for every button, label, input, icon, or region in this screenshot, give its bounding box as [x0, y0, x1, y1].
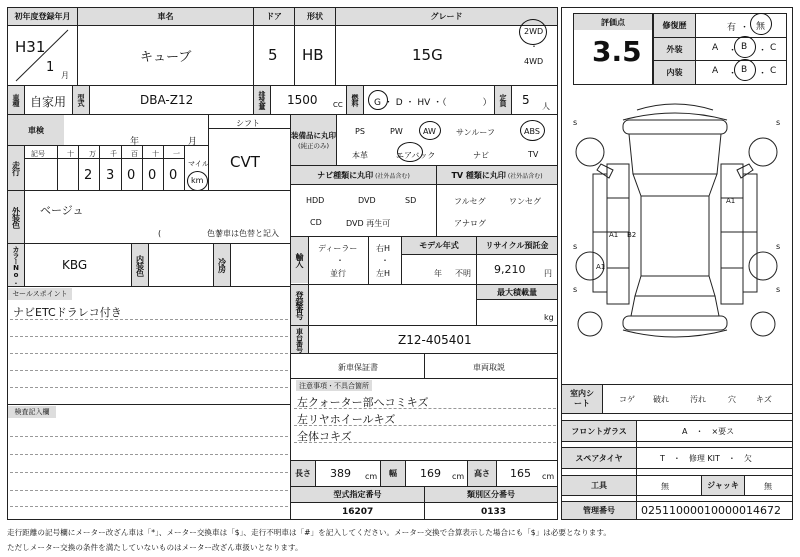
equipment-label — [291, 115, 336, 165]
diagram-s-6: s — [776, 285, 781, 294]
diagram-mark-a1-right: A1 — [726, 197, 736, 205]
ext-grade-dot1: ・ — [728, 46, 738, 56]
footer-note-1: 走行距離の記号欄にメーター改ざん車は「*」、メーター交換車は「$」、走行不明車は「#」を記入してください。メーター交換で合算表示した場合にも「$」は必要となります。 — [7, 528, 611, 537]
first-reg-label: 初年度登録年月 — [8, 8, 77, 25]
tool-label: 工具 — [562, 476, 636, 495]
mileage-col-1: 一 — [173, 150, 180, 158]
usage-label: 車種 — [8, 86, 24, 114]
exterior-color-note: 色替車は色替と記入 — [207, 229, 279, 238]
capacity-value: 5 — [522, 93, 530, 107]
notes-line-1: 左クォーター部へコミキズ — [297, 396, 429, 409]
inspector-label: 検査記入欄 — [8, 406, 56, 418]
max-load-unit: kg — [544, 313, 554, 322]
max-load-label: 最大積載量 — [477, 285, 557, 299]
equipment-label-sub: (純正のみ) — [297, 142, 330, 150]
first-reg-year: H31 — [15, 38, 46, 56]
notes-label: 注意事項・不具合箇所 — [296, 380, 372, 391]
mileage-col-symbol: 記号 — [31, 150, 45, 158]
mileage-label: 走行 — [8, 146, 24, 190]
footer-note-2: ただしメーター交換の条件を満たしていないものはメーター改ざん車扱いとなります。 — [7, 543, 303, 552]
car-damage-diagram — [563, 92, 791, 384]
diagram-s-4: s — [776, 242, 781, 251]
model-year-unknown: 不明 — [455, 269, 471, 278]
import-dealer: ディーラー — [318, 244, 358, 253]
length-label: 長さ — [291, 461, 315, 486]
color-no-value: KBG — [62, 258, 88, 272]
interior-label: 内装 — [654, 61, 695, 84]
import-dot: ・ — [336, 256, 344, 265]
mileage-unit: km — [191, 176, 204, 185]
mileage-col-10m: 十 — [67, 150, 74, 158]
equip-navi: ナビ — [473, 151, 489, 160]
drive-4wd: 4WD — [524, 57, 544, 66]
exterior-label: 外装 — [654, 38, 695, 60]
diagram-mark-a1-wheel: A1 — [596, 263, 606, 271]
ext-grade-a: A — [712, 43, 719, 53]
int-grade-dot1: ・ — [728, 69, 738, 79]
drive-dot: ・ — [530, 42, 538, 51]
model-label: 型式 — [73, 86, 89, 114]
exterior-color-paren: ( ) — [158, 229, 221, 238]
mileage-digit-1: 2 — [84, 168, 93, 183]
mileage-col-10: 十 — [152, 150, 159, 158]
equip-pw: PW — [390, 127, 403, 136]
sheet-hole: 穴 — [728, 395, 736, 404]
equip-aw: AW — [423, 127, 436, 136]
warranty-new-car: 新車保証書 — [338, 363, 378, 372]
sheet-burn: コゲ — [619, 395, 635, 404]
notes-line-2: 左リヤホイールキズ — [297, 413, 396, 426]
mileage-digit-3: 0 — [127, 168, 136, 183]
tv-analog: アナログ — [454, 219, 486, 228]
spare-tire-label: スペアタイヤ — [562, 448, 636, 468]
category-label: 類別区分番号 — [425, 487, 557, 502]
registration-label: 登録番号 — [291, 285, 308, 325]
mileage-digit-2: 3 — [106, 168, 115, 183]
navi-label-sub: (社外品含む) — [375, 172, 410, 180]
recycle-label: リサイクル預託金 — [477, 237, 557, 254]
jack-label: ジャッキ — [702, 476, 744, 495]
height-unit: cm — [542, 472, 555, 481]
shift-label: シフト — [236, 119, 260, 128]
chassis-label: 車台番号 — [291, 326, 308, 353]
mileage-col-10k: 万 — [89, 150, 96, 158]
diagram-mark-b2: B2 — [627, 231, 637, 239]
designation-label: 型式指定番号 — [291, 487, 424, 502]
navi-label-text: ナビ種類に丸印 — [317, 170, 374, 180]
windshield-value: A ・ ×要ス — [682, 427, 735, 436]
inspection-label: 車検 — [8, 115, 64, 145]
first-reg-month-unit: 月 — [61, 71, 69, 80]
import-rh: 右H — [376, 244, 391, 253]
width-value: 169 — [420, 467, 441, 480]
exterior-color-value: ベージュ — [40, 204, 84, 217]
equip-airbag: エアバック — [396, 151, 436, 160]
ext-grade-dot2: ・ — [758, 46, 768, 56]
warranty-manual: 車両取説 — [473, 363, 505, 372]
grade-value: 15G — [412, 46, 443, 64]
int-grade-dot2: ・ — [758, 69, 768, 79]
displacement-unit: CC — [333, 101, 343, 109]
displacement-value: 1500 — [287, 93, 318, 107]
exterior-color-label: 外装色 — [8, 191, 24, 243]
shape-value: HB — [302, 46, 324, 64]
door-label: ドア — [254, 8, 294, 25]
navi-label — [291, 166, 436, 184]
model-year-unit: 年 — [434, 269, 442, 278]
ac-label: 冷房 — [214, 244, 230, 286]
usage-value: 自家用 — [30, 95, 67, 109]
diagram-s-3: s — [573, 242, 578, 251]
height-value: 165 — [510, 467, 531, 480]
mileage-col-100: 百 — [131, 150, 138, 158]
repair-no: 無 — [756, 22, 766, 32]
diagram-s-5: s — [573, 285, 578, 294]
navi-cd: CD — [310, 218, 322, 227]
int-grade-a: A — [712, 66, 719, 76]
int-grade-b: B — [741, 65, 748, 75]
car-name-label: 車名 — [78, 8, 253, 25]
first-reg-month: 1 — [46, 60, 55, 75]
designation-value: 16207 — [342, 507, 374, 517]
management-value: 02511000010000014672 — [641, 504, 781, 517]
category-value: 0133 — [481, 507, 507, 517]
length-unit: cm — [365, 472, 378, 481]
capacity-label: 定員 — [495, 86, 511, 114]
notes-line-3: 全体コキズ — [297, 430, 352, 443]
mileage-col-mile: マイル — [188, 160, 209, 168]
mileage-digit-4: 0 — [148, 168, 157, 183]
diagram-s-1: s — [573, 118, 578, 127]
navi-dvd: DVD — [358, 196, 376, 205]
equip-sunroof: サンルーフ — [456, 128, 495, 137]
equip-ps: PS — [355, 127, 365, 136]
import-parallel: 並行 — [330, 269, 346, 278]
width-unit: cm — [452, 472, 465, 481]
int-grade-c: C — [770, 66, 777, 76]
tv-oneseg: ワンセグ — [509, 197, 541, 206]
shift-value: CVT — [230, 153, 260, 171]
mileage-digit-5: 0 — [169, 168, 178, 183]
color-no-label: カラーNo. — [8, 244, 24, 286]
tv-label-sub: (社外品含む) — [507, 172, 543, 180]
recycle-value: 9,210 — [494, 263, 526, 276]
ext-grade-c: C — [770, 43, 777, 53]
width-label: 幅 — [381, 461, 405, 486]
import-dot2: ・ — [381, 256, 389, 265]
displacement-label: 排気量 — [254, 86, 270, 114]
windshield-label: フロントガラス — [562, 421, 636, 441]
inspection-month: 月 — [188, 137, 198, 147]
tv-fullseg: フルセグ — [454, 197, 486, 206]
repair-label: 修復歴 — [654, 14, 695, 37]
tv-label — [437, 166, 557, 184]
interior-sheet-label: 室内シート — [562, 385, 602, 413]
score-label: 評価点 — [574, 14, 652, 30]
equip-abs: ABS — [524, 127, 540, 136]
height-label: 高さ — [468, 461, 496, 486]
repair-yes: 有 — [727, 23, 737, 33]
navi-dvd-play: DVD 再生可 — [346, 219, 391, 228]
sheet-tear: 破れ — [653, 395, 669, 404]
mileage-col-1k: 千 — [110, 150, 117, 158]
spare-tire-value: T ・ 修理 KIT ・ 欠 — [660, 454, 752, 463]
model-year-label: モデル年式 — [402, 237, 476, 254]
repair-dot: ・ — [740, 23, 750, 33]
model-value: DBA-Z12 — [140, 93, 194, 107]
sheet-scratch: キズ — [756, 395, 772, 404]
door-value: 5 — [268, 46, 278, 64]
recycle-unit: 円 — [544, 269, 552, 278]
sales-points-text: ナビETCドラレコ付き — [13, 306, 122, 319]
diagram-mark-a1-left: A1 — [609, 231, 619, 239]
grade-label: グレード — [336, 8, 557, 25]
tool-value: 無 — [661, 482, 669, 491]
score-value: 3.5 — [592, 35, 642, 68]
equip-tv: TV — [528, 150, 539, 159]
equip-leather: 本革 — [352, 151, 368, 160]
interior-color-label: 内装色 — [132, 244, 148, 286]
sales-points-label: セールスポイント — [8, 288, 72, 300]
drive-2wd: 2WD — [524, 27, 544, 36]
capacity-unit: 人 — [542, 102, 550, 111]
sheet-stain: 汚れ — [690, 395, 706, 404]
tv-label-text: TV 種類に丸印 — [451, 170, 506, 180]
import-lh: 左H — [376, 269, 391, 278]
fuel-options: G ・ D ・ HV ・（ ） — [374, 98, 492, 108]
jack-value: 無 — [764, 482, 772, 491]
chassis-value: Z12-405401 — [398, 333, 472, 347]
navi-sd: SD — [405, 196, 417, 205]
navi-hdd: HDD — [306, 196, 325, 205]
length-value: 389 — [330, 467, 351, 480]
equipment-label-text: 装備品に丸印 — [291, 131, 336, 140]
inspection-year: 年 — [130, 137, 140, 147]
diagram-s-2: s — [776, 118, 781, 127]
ext-grade-b: B — [741, 42, 748, 52]
shape-label: 形状 — [295, 8, 335, 25]
import-label: 輸入 — [291, 237, 308, 283]
management-label: 管理番号 — [562, 502, 636, 519]
car-name-value: キューブ — [140, 50, 192, 65]
fuel-label: 燃料 — [347, 86, 363, 114]
